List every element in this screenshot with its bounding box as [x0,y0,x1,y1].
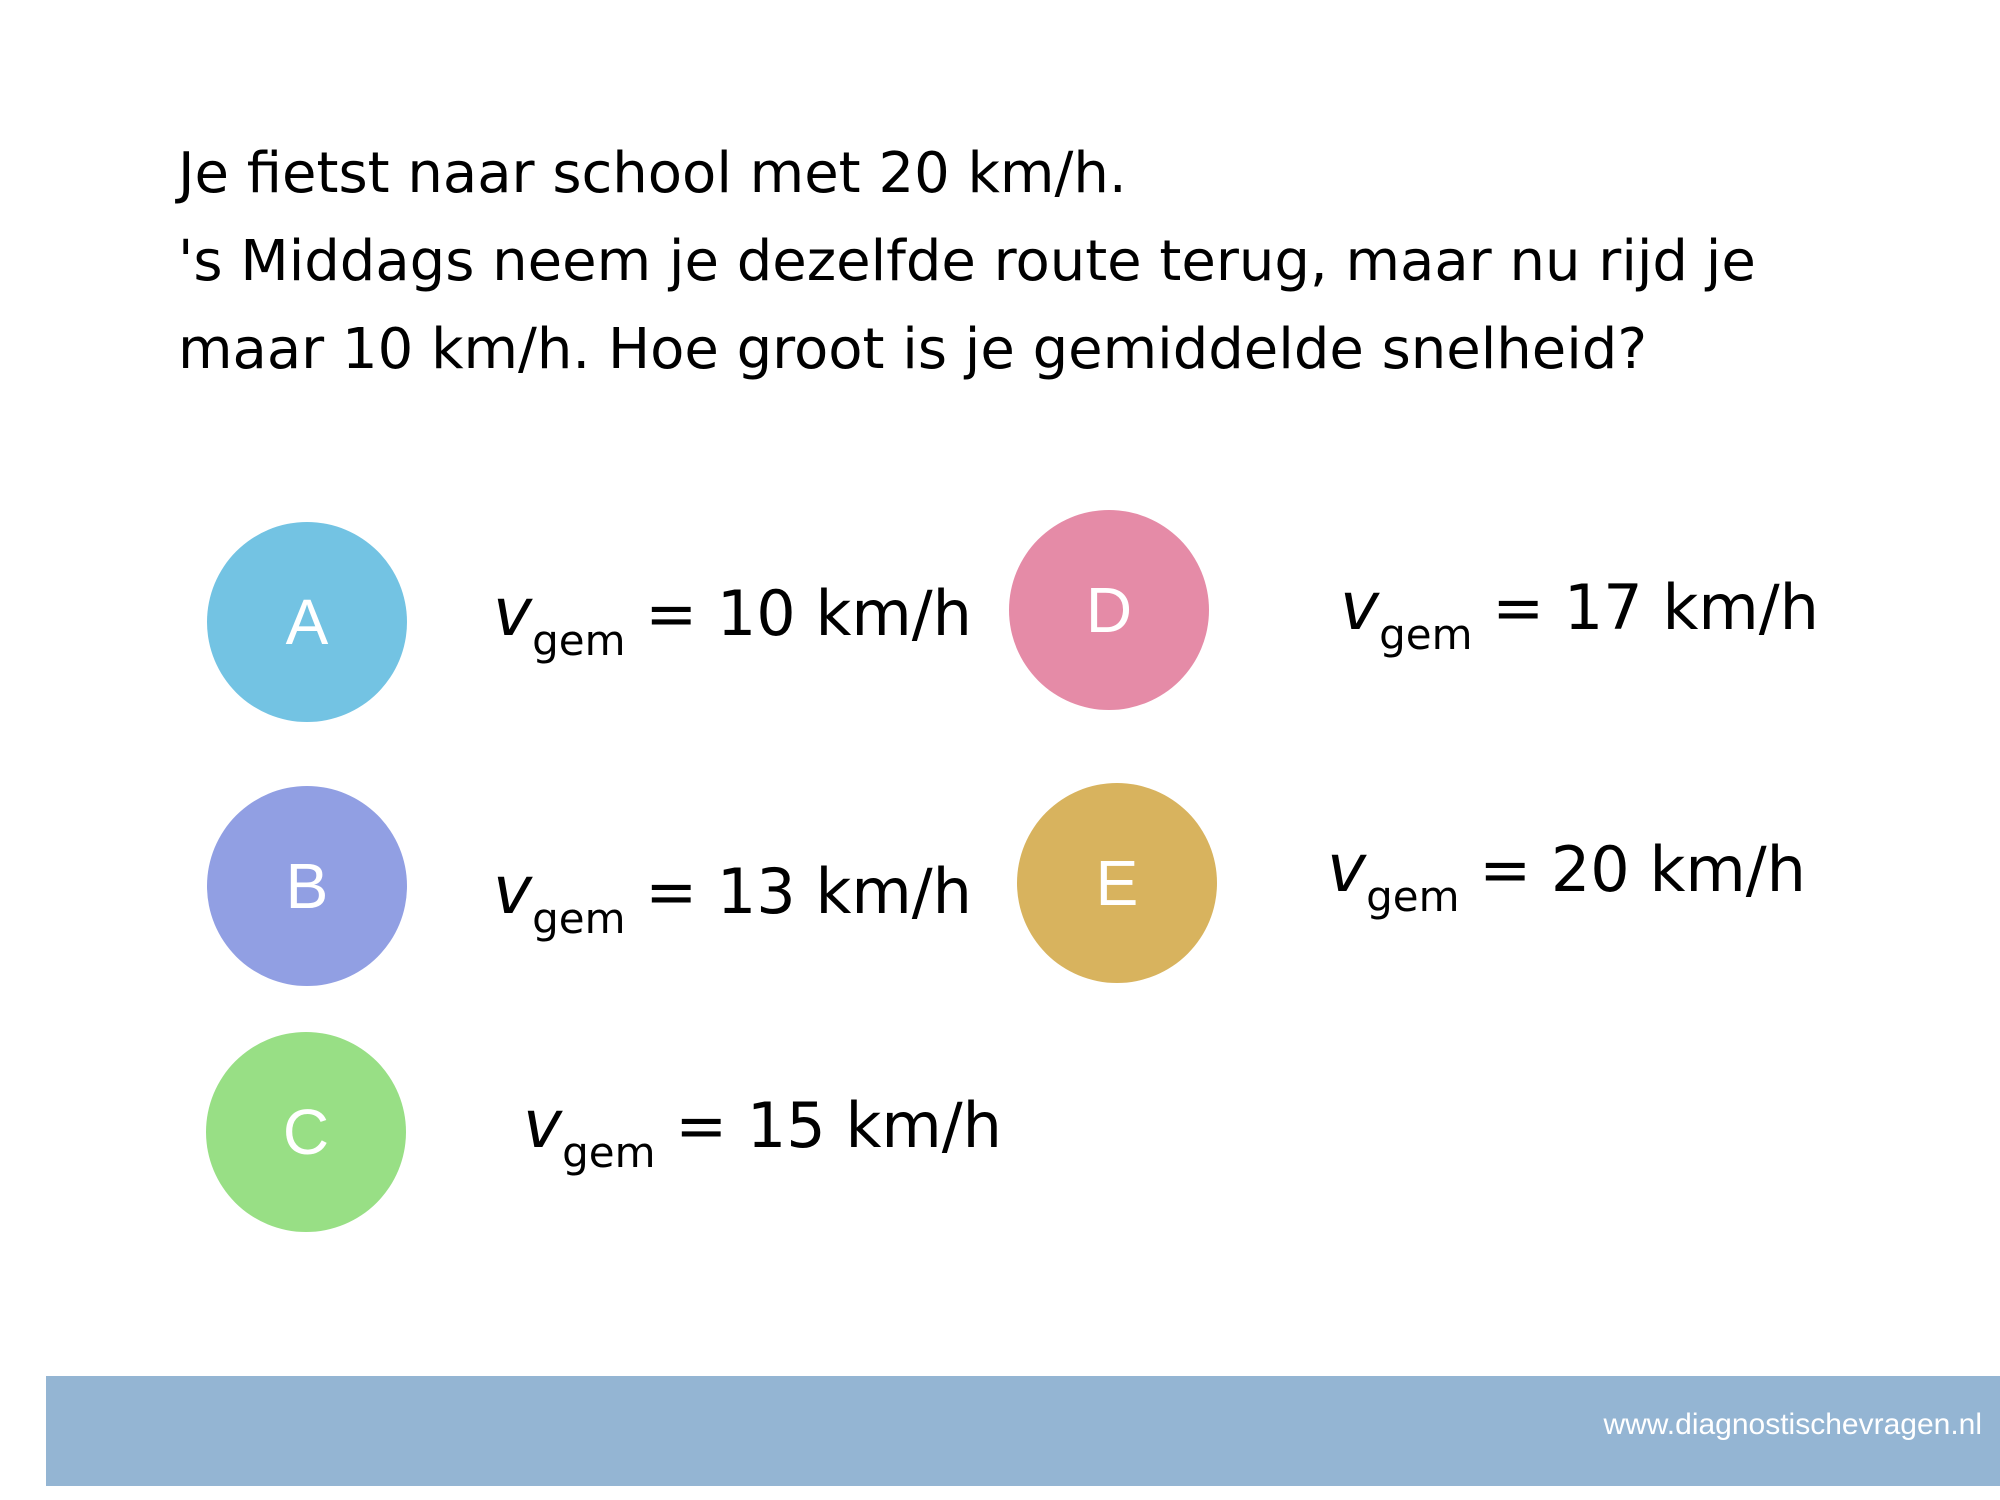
option-b-circle[interactable]: B [207,786,407,986]
question-text [178,130,1878,394]
velocity-symbol: v [1340,568,1380,645]
velocity-symbol: v [523,1086,563,1163]
subscript-gem: gem [532,894,626,943]
option-b-answer[interactable] [493,852,972,943]
footer-bar [46,1376,2000,1486]
option-a-circle[interactable]: A [207,522,407,722]
answer-value: = 13 km/h [625,855,972,928]
subscript-gem: gem [1366,872,1460,921]
question-line-2: 's Middags neem je dezelfde route terug, maar nu rijd je [178,229,1756,294]
option-e-answer[interactable] [1327,830,1806,921]
velocity-symbol: v [1327,830,1367,907]
velocity-symbol: v [493,852,533,929]
answer-value: = 10 km/h [625,577,972,650]
answer-value: = 15 km/h [655,1089,1002,1162]
subscript-gem: gem [532,616,626,665]
option-c-circle[interactable]: C [206,1032,406,1232]
option-c-answer[interactable] [523,1086,1002,1177]
option-d-circle[interactable]: D [1009,510,1209,710]
footer-url-link[interactable]: www.diagnostischevragen.nl [1603,1408,1982,1441]
option-e-circle[interactable]: E [1017,783,1217,983]
answer-value: = 20 km/h [1459,833,1806,906]
option-d-answer[interactable] [1340,568,1819,659]
question-line-1: Je fietst naar school met 20 km/h. [178,141,1127,206]
option-a-answer[interactable] [493,574,972,665]
question-line-3: maar 10 km/h. Hoe groot is je gemiddelde snelheid? [178,317,1648,382]
answer-value: = 17 km/h [1472,571,1819,644]
subscript-gem: gem [1379,610,1473,659]
velocity-symbol: v [493,574,533,651]
subscript-gem: gem [562,1128,656,1177]
